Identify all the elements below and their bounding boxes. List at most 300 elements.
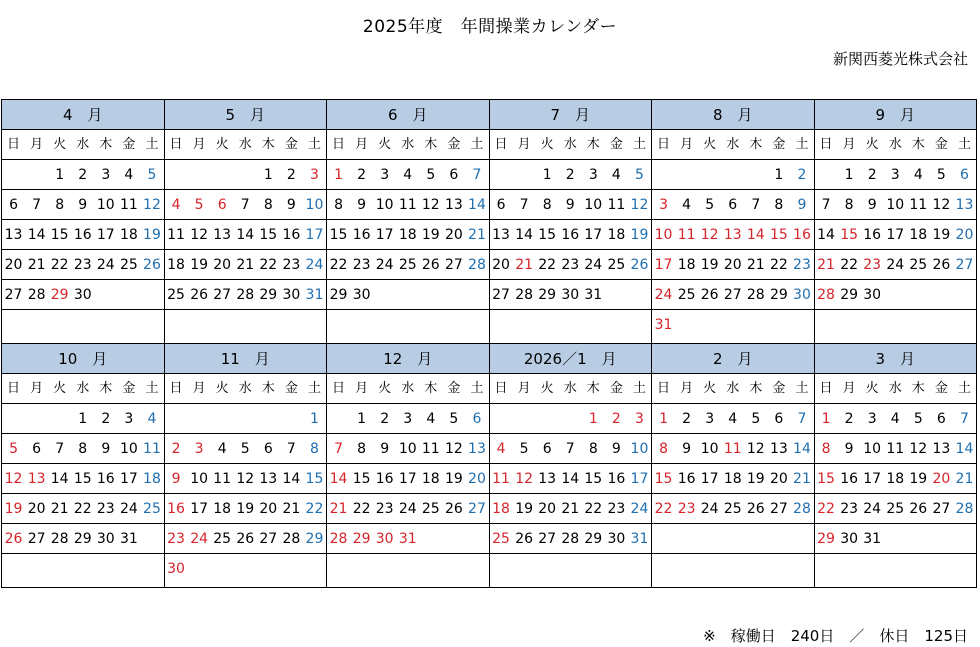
day-cell: 1 xyxy=(334,167,343,183)
empty-cell xyxy=(327,310,350,340)
empty-cell xyxy=(280,310,303,340)
empty-cell xyxy=(373,310,396,340)
empty-cell xyxy=(303,554,326,584)
empty-cell xyxy=(790,524,813,553)
day-cell: 27 xyxy=(955,257,974,273)
empty-cell xyxy=(744,554,767,584)
day-cell: 11 xyxy=(119,197,138,213)
day-cell: 30 xyxy=(375,531,394,547)
day-cell: 12 xyxy=(909,441,928,457)
day-cell: 22 xyxy=(654,501,673,517)
day-cell: 10 xyxy=(584,197,603,213)
day-cell: 2 xyxy=(565,167,575,183)
day-cell: 4 xyxy=(171,197,181,213)
day-cell: 29 xyxy=(538,287,557,303)
day-cell: 29 xyxy=(817,531,835,547)
weekday-label: 木 xyxy=(586,381,600,396)
day-cell: 22 xyxy=(840,257,859,273)
empty-cell xyxy=(234,160,257,190)
day-cell: 8 xyxy=(821,441,831,457)
day-cell: 28 xyxy=(793,501,811,517)
weekday-header xyxy=(2,374,164,404)
empty-cell xyxy=(117,554,140,584)
day-cell: 14 xyxy=(746,227,765,243)
weekday-label: 月 xyxy=(680,381,694,396)
day-cell: 26 xyxy=(444,501,463,517)
day-cell: 10 xyxy=(863,441,882,457)
weekday-label: 水 xyxy=(401,381,415,396)
day-cell: 7 xyxy=(519,197,529,213)
day-cell: 16 xyxy=(793,227,811,243)
empty-cell xyxy=(628,280,651,310)
empty-cell xyxy=(930,310,953,340)
day-cell: 5 xyxy=(913,411,923,427)
day-cell: 11 xyxy=(607,197,626,213)
empty-cell xyxy=(953,554,976,584)
week-row xyxy=(490,280,652,310)
empty-cell xyxy=(234,404,257,434)
week-row xyxy=(815,524,977,554)
day-cell: 20 xyxy=(769,471,788,487)
empty-cell xyxy=(188,160,211,190)
day-cell: 26 xyxy=(700,287,719,303)
weekday-label: 日 xyxy=(169,381,183,396)
day-cell: 4 xyxy=(217,441,227,457)
week-row xyxy=(652,310,814,340)
day-cell: 7 xyxy=(821,197,831,213)
empty-cell xyxy=(698,310,721,340)
weekday-header xyxy=(327,130,489,160)
empty-cell xyxy=(675,554,698,584)
weekday-label: 水 xyxy=(238,137,252,152)
day-cell: 9 xyxy=(171,471,181,487)
week-row xyxy=(490,310,652,340)
empty-cell xyxy=(140,280,163,310)
empty-cell xyxy=(25,554,48,584)
day-cell: 3 xyxy=(380,167,390,183)
month-block xyxy=(652,344,815,588)
day-cell: 29 xyxy=(259,287,278,303)
month-block xyxy=(490,100,653,344)
day-cell: 27 xyxy=(723,287,742,303)
weekday-label: 月 xyxy=(842,137,856,152)
month-title: 4 月 xyxy=(2,100,164,130)
week-row xyxy=(2,404,164,434)
day-cell: 7 xyxy=(286,441,296,457)
week-row xyxy=(2,464,164,494)
day-cell: 13 xyxy=(492,227,510,243)
weekday-label: 日 xyxy=(657,381,671,396)
weekday-label: 火 xyxy=(540,137,554,152)
day-cell: 13 xyxy=(723,227,742,243)
day-cell: 16 xyxy=(375,471,394,487)
month-title: 12 月 xyxy=(327,344,489,374)
day-cell: 21 xyxy=(329,501,348,517)
weekday-label: 金 xyxy=(772,137,786,152)
day-cell: 8 xyxy=(357,441,367,457)
day-cell: 1 xyxy=(55,167,65,183)
empty-cell xyxy=(513,160,536,190)
day-cell: 11 xyxy=(167,227,185,243)
week-row xyxy=(165,190,327,220)
empty-cell xyxy=(815,554,838,584)
day-cell: 17 xyxy=(190,501,209,517)
empty-cell xyxy=(513,554,536,584)
weekday-label: 水 xyxy=(238,381,252,396)
day-cell: 4 xyxy=(403,167,413,183)
week-row xyxy=(2,554,164,584)
empty-cell xyxy=(350,310,373,340)
day-cell: 10 xyxy=(654,227,673,243)
empty-cell xyxy=(513,404,536,434)
weekday-label: 金 xyxy=(122,137,136,152)
day-cell: 25 xyxy=(213,531,232,547)
day-cell: 23 xyxy=(167,531,185,547)
day-cell: 19 xyxy=(421,227,440,243)
day-cell: 14 xyxy=(282,471,301,487)
day-cell: 15 xyxy=(329,227,348,243)
day-cell: 21 xyxy=(515,257,534,273)
day-cell: 11 xyxy=(143,441,161,457)
empty-cell xyxy=(188,310,211,340)
day-cell: 15 xyxy=(305,471,324,487)
empty-cell xyxy=(815,160,838,190)
empty-cell xyxy=(744,524,767,553)
empty-cell xyxy=(907,310,930,340)
month-title: 5 月 xyxy=(165,100,327,130)
day-cell: 7 xyxy=(55,441,65,457)
day-cell: 18 xyxy=(421,471,440,487)
day-cell: 4 xyxy=(611,167,621,183)
weekday-label: 土 xyxy=(795,381,809,396)
day-cell: 1 xyxy=(78,411,88,427)
day-cell: 20 xyxy=(932,471,951,487)
empty-cell xyxy=(861,310,884,340)
weekday-label: 木 xyxy=(749,381,763,396)
day-cell: 30 xyxy=(167,561,185,577)
week-row xyxy=(652,280,814,310)
week-row xyxy=(652,404,814,434)
day-cell: 21 xyxy=(793,471,811,487)
weekday-label: 日 xyxy=(819,137,833,152)
empty-cell xyxy=(884,310,907,340)
day-cell: 4 xyxy=(147,411,157,427)
weekday-label: 日 xyxy=(332,381,346,396)
empty-cell xyxy=(675,524,698,553)
empty-cell xyxy=(953,280,976,310)
day-cell: 17 xyxy=(630,471,649,487)
day-cell: 9 xyxy=(611,441,621,457)
weekday-label: 月 xyxy=(355,381,369,396)
day-cell: 28 xyxy=(955,501,974,517)
day-cell: 19 xyxy=(515,501,534,517)
day-cell: 19 xyxy=(700,257,719,273)
day-cell: 28 xyxy=(27,287,46,303)
day-cell: 15 xyxy=(73,471,92,487)
weekday-label: 日 xyxy=(332,137,346,152)
day-cell: 1 xyxy=(588,411,598,427)
day-cell: 12 xyxy=(4,471,23,487)
week-row xyxy=(165,310,327,340)
empty-cell xyxy=(513,310,536,340)
month-block xyxy=(327,100,490,344)
day-cell: 7 xyxy=(472,167,482,183)
weekday-label: 木 xyxy=(424,381,438,396)
empty-cell xyxy=(373,554,396,584)
day-cell: 18 xyxy=(886,471,905,487)
day-cell: 30 xyxy=(352,287,371,303)
weekday-label: 月 xyxy=(680,137,694,152)
empty-cell xyxy=(373,280,396,310)
day-cell: 24 xyxy=(375,257,394,273)
day-cell: 22 xyxy=(538,257,557,273)
day-cell: 14 xyxy=(468,197,486,213)
empty-cell xyxy=(117,280,140,310)
day-cell: 29 xyxy=(50,287,69,303)
day-cell: 2 xyxy=(682,411,692,427)
weekday-label: 木 xyxy=(99,381,113,396)
day-cell: 12 xyxy=(630,197,649,213)
month-title: 2026／1 月 xyxy=(490,344,652,374)
week-row xyxy=(165,434,327,464)
day-cell: 4 xyxy=(124,167,134,183)
day-cell: 13 xyxy=(769,441,788,457)
day-cell: 5 xyxy=(147,167,157,183)
empty-cell xyxy=(188,554,211,584)
empty-cell xyxy=(280,554,303,584)
week-row xyxy=(165,464,327,494)
day-cell: 21 xyxy=(561,501,580,517)
empty-cell xyxy=(71,310,94,340)
week-row xyxy=(327,554,489,584)
day-cell: 20 xyxy=(444,227,463,243)
weekday-label: 土 xyxy=(632,137,646,152)
week-row xyxy=(2,190,164,220)
day-cell: 14 xyxy=(329,471,348,487)
day-cell: 16 xyxy=(352,227,371,243)
day-cell: 24 xyxy=(700,501,719,517)
day-cell: 3 xyxy=(867,411,877,427)
empty-cell xyxy=(2,160,25,190)
day-cell: 14 xyxy=(793,441,811,457)
week-row xyxy=(2,494,164,524)
day-cell: 23 xyxy=(677,501,696,517)
weekday-label: 土 xyxy=(957,137,971,152)
month-block xyxy=(815,344,978,588)
week-row xyxy=(815,190,977,220)
empty-cell xyxy=(930,524,953,554)
empty-cell xyxy=(257,404,280,434)
day-cell: 24 xyxy=(863,501,882,517)
day-cell: 10 xyxy=(886,197,905,213)
day-cell: 22 xyxy=(73,501,92,517)
empty-cell xyxy=(744,160,767,190)
week-row xyxy=(815,280,977,310)
weekday-label: 日 xyxy=(494,381,508,396)
week-row xyxy=(327,434,489,464)
day-cell: 30 xyxy=(96,531,115,547)
day-cell: 23 xyxy=(793,257,811,273)
day-cell: 14 xyxy=(515,227,534,243)
day-cell: 26 xyxy=(746,501,765,517)
day-cell: 12 xyxy=(143,197,161,213)
day-cell: 26 xyxy=(190,287,209,303)
day-cell: 20 xyxy=(27,501,46,517)
day-cell: 23 xyxy=(352,257,371,273)
day-cell: 24 xyxy=(119,501,138,517)
day-cell: 2 xyxy=(844,411,854,427)
month-title: 9 月 xyxy=(815,100,977,130)
month-title: 2 月 xyxy=(652,344,814,374)
day-cell: 23 xyxy=(863,257,882,273)
empty-cell xyxy=(490,404,513,434)
empty-cell xyxy=(698,524,721,553)
week-row xyxy=(815,220,977,250)
empty-cell xyxy=(698,554,721,584)
empty-cell xyxy=(25,160,48,190)
empty-cell xyxy=(536,310,559,340)
empty-cell xyxy=(675,160,698,190)
day-cell: 8 xyxy=(542,197,552,213)
week-row xyxy=(490,464,652,494)
day-cell: 6 xyxy=(936,411,946,427)
weekday-label: 火 xyxy=(378,137,392,152)
week-row xyxy=(165,554,327,584)
day-cell: 24 xyxy=(190,531,209,547)
day-cell: 20 xyxy=(259,501,278,517)
empty-cell xyxy=(211,160,234,190)
weekday-label: 木 xyxy=(749,137,763,152)
day-cell: 23 xyxy=(607,501,626,517)
day-cell: 6 xyxy=(32,441,42,457)
week-row xyxy=(490,554,652,584)
day-cell: 17 xyxy=(700,471,719,487)
day-cell: 1 xyxy=(263,167,273,183)
day-cell: 3 xyxy=(634,411,644,427)
empty-cell xyxy=(442,524,465,554)
day-cell: 5 xyxy=(240,441,250,457)
day-cell: 19 xyxy=(630,227,649,243)
day-cell: 8 xyxy=(334,197,343,213)
day-cell: 16 xyxy=(677,471,696,487)
empty-cell xyxy=(211,554,234,584)
day-cell: 11 xyxy=(492,471,510,487)
weekday-label: 月 xyxy=(517,137,531,152)
empty-cell xyxy=(721,524,744,553)
empty-cell xyxy=(327,554,350,584)
empty-cell xyxy=(559,554,582,584)
day-cell: 6 xyxy=(496,197,506,213)
week-row xyxy=(652,220,814,250)
day-cell: 13 xyxy=(932,441,951,457)
empty-cell xyxy=(490,554,513,584)
weekday-label: 月 xyxy=(192,381,206,396)
week-row xyxy=(652,190,814,220)
weekday-header xyxy=(815,130,977,160)
day-cell: 5 xyxy=(519,441,529,457)
day-cell: 3 xyxy=(124,411,134,427)
day-cell: 16 xyxy=(607,471,626,487)
day-cell: 21 xyxy=(955,471,974,487)
day-cell: 14 xyxy=(955,441,974,457)
weekday-label: 土 xyxy=(957,381,971,396)
day-cell: 11 xyxy=(421,441,440,457)
day-cell: 1 xyxy=(774,167,784,183)
day-cell: 8 xyxy=(55,197,65,213)
week-row xyxy=(327,464,489,494)
day-cell: 2 xyxy=(286,167,296,183)
day-cell: 24 xyxy=(96,257,115,273)
week-row xyxy=(815,494,977,524)
day-cell: 4 xyxy=(728,411,738,427)
weekday-label: 土 xyxy=(145,381,159,396)
week-row xyxy=(652,160,814,190)
weekday-label: 月 xyxy=(842,381,856,396)
week-row xyxy=(815,434,977,464)
day-cell: 25 xyxy=(723,501,742,517)
empty-cell xyxy=(907,524,930,554)
day-cell: 8 xyxy=(774,197,784,213)
empty-cell xyxy=(165,160,188,190)
empty-cell xyxy=(582,554,605,584)
day-cell: 19 xyxy=(236,501,255,517)
day-cell: 9 xyxy=(357,197,367,213)
day-cell: 15 xyxy=(584,471,603,487)
day-cell: 17 xyxy=(654,257,673,273)
empty-cell xyxy=(838,554,861,584)
day-cell: 25 xyxy=(167,287,185,303)
weekday-label: 木 xyxy=(424,137,438,152)
empty-cell xyxy=(234,310,257,340)
day-cell: 20 xyxy=(955,227,974,243)
weekday-label: 土 xyxy=(632,381,646,396)
day-cell: 13 xyxy=(468,441,486,457)
day-cell: 14 xyxy=(817,227,835,243)
week-row xyxy=(327,190,489,220)
day-cell: 7 xyxy=(334,441,343,457)
empty-cell xyxy=(930,280,953,310)
day-cell: 2 xyxy=(380,411,390,427)
month-block xyxy=(652,100,815,344)
day-cell: 5 xyxy=(426,167,436,183)
week-row xyxy=(165,280,327,310)
empty-cell xyxy=(350,554,373,584)
day-cell: 27 xyxy=(932,501,951,517)
day-cell: 6 xyxy=(774,411,784,427)
day-cell: 22 xyxy=(352,501,371,517)
weekday-label: 水 xyxy=(401,137,415,152)
weekday-header xyxy=(165,130,327,160)
day-cell: 13 xyxy=(27,471,46,487)
day-cell: 20 xyxy=(213,257,232,273)
day-cell: 7 xyxy=(797,411,807,427)
empty-cell xyxy=(165,310,188,340)
weekday-label: 金 xyxy=(934,137,948,152)
day-cell: 31 xyxy=(305,287,324,303)
day-cell: 29 xyxy=(305,531,324,547)
week-row xyxy=(490,190,652,220)
day-cell: 20 xyxy=(4,257,23,273)
weekday-header xyxy=(815,374,977,404)
day-cell: 15 xyxy=(840,227,859,243)
weekday-label: 火 xyxy=(703,381,717,396)
day-cell: 26 xyxy=(421,257,440,273)
day-cell: 5 xyxy=(194,197,204,213)
day-cell: 19 xyxy=(143,227,161,243)
empty-cell xyxy=(419,554,442,584)
day-cell: 1 xyxy=(821,411,831,427)
day-cell: 21 xyxy=(236,257,255,273)
